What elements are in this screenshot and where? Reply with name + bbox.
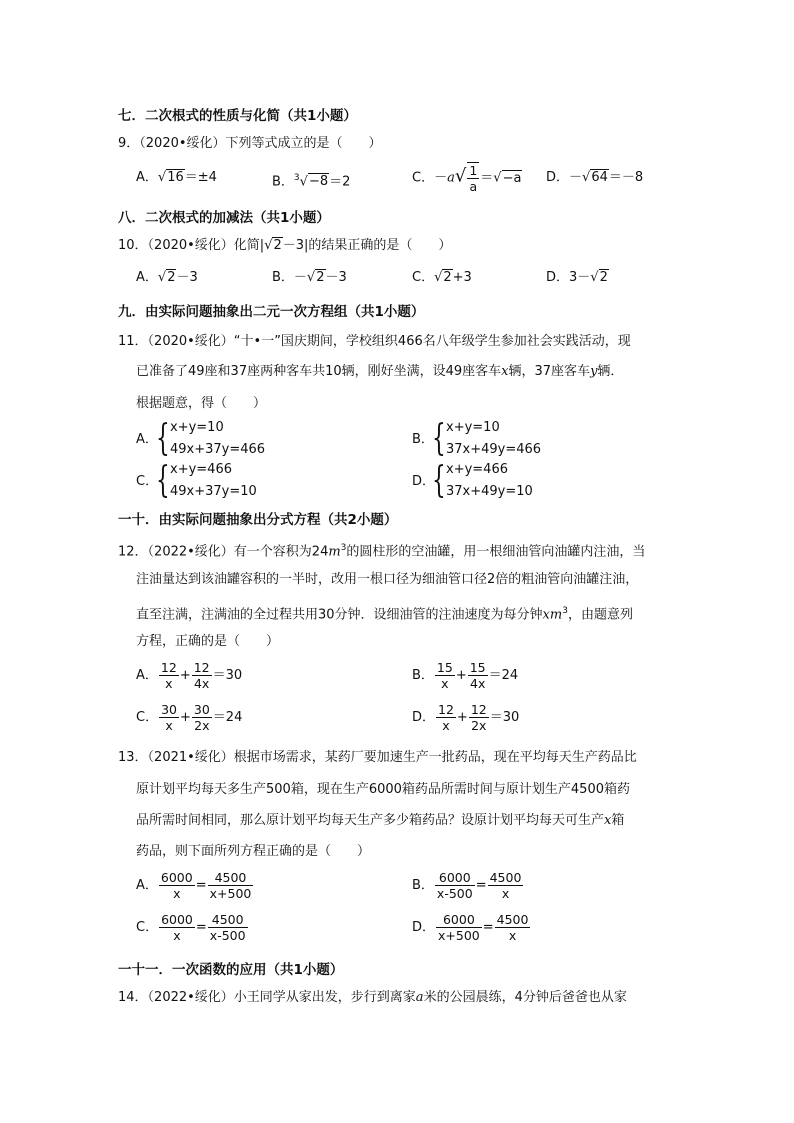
q13-option-d <box>412 912 531 943</box>
equals: = <box>475 878 487 893</box>
q9-option-a <box>136 168 217 188</box>
question-9-stem: 9．（2020•绥化）下列等式成立的是（ ） <box>118 136 382 151</box>
q9-option-c <box>412 162 522 194</box>
text: 12．（2022•绥化）有一个容积为24 <box>118 544 329 560</box>
numerator: 4500 <box>489 870 522 885</box>
option-label: A． <box>136 170 158 185</box>
var-a: a <box>415 990 424 1005</box>
option-rest: +3 <box>452 270 472 285</box>
fraction <box>192 702 212 733</box>
fraction <box>208 912 248 943</box>
var-a: a <box>447 170 455 186</box>
equation-2: 37x+49y=466 <box>446 442 542 457</box>
equals: = <box>482 920 494 935</box>
q11-option-c-system <box>156 462 296 506</box>
q10-option-c <box>412 268 472 288</box>
question-14-line1 <box>118 988 627 1008</box>
fraction <box>468 660 488 691</box>
var-y: y <box>590 364 598 379</box>
option-label: A． <box>136 270 158 285</box>
plus: + <box>179 710 191 725</box>
q10-option-d <box>546 268 609 288</box>
radicand: 16 <box>167 170 184 185</box>
option-rest: ＝±4 <box>184 170 217 185</box>
denominator: x <box>165 718 173 733</box>
text: 辆，37座客车 <box>508 364 591 379</box>
question-12-line4: 方程，正确的是（ ） <box>136 634 280 649</box>
sqrt-symbol: √ <box>454 165 467 187</box>
denominator: x <box>165 676 173 691</box>
q13-option-b <box>412 870 524 901</box>
q12-option-b <box>412 660 518 691</box>
section-heading-11: 一十一．一次函数的应用（共1小题） <box>118 962 344 978</box>
numerator: 30 <box>193 702 210 717</box>
q10-option-a <box>136 268 198 288</box>
numerator: 1 <box>469 163 478 178</box>
text: 箱 <box>611 813 625 828</box>
fraction <box>436 912 482 943</box>
section-heading-9: 九．由实际问题抽象出二元一次方程组（共1小题） <box>118 304 425 320</box>
option-label: B． <box>272 174 294 190</box>
question-13-line1: 13．（2021•绥化）根据市场需求，某药厂要加速生产一批药品，现在平均每天生产药品比 <box>118 750 637 765</box>
q11-option-b-system <box>432 420 572 464</box>
option-rest: －3 <box>325 270 347 285</box>
sqrt-symbol: √ <box>590 270 599 285</box>
numerator: 6000 <box>436 912 482 928</box>
equation-1: x+y=466 <box>446 462 508 477</box>
option-label: C． <box>136 920 159 935</box>
plus: + <box>456 710 468 725</box>
fraction <box>159 702 179 733</box>
denominator: x <box>173 886 181 901</box>
question-10-stem <box>118 236 451 256</box>
numerator: 4500 <box>496 912 529 927</box>
fraction <box>495 912 531 943</box>
denominator: 4x <box>193 676 210 691</box>
numerator: 12 <box>160 660 177 675</box>
q9-option-d <box>546 168 643 188</box>
denominator: x <box>441 676 449 691</box>
numerator: 12 <box>470 702 487 717</box>
equation-2: 49x+37y=466 <box>170 442 266 457</box>
question-11-line1: 11．（2020•绥化）“十•一”国庆期间，学校组织466名八年级学生参加社会实践活动，现 <box>118 334 631 349</box>
q11-option-a-label: A． <box>136 432 158 447</box>
brace: { <box>432 418 446 459</box>
question-11-line2 <box>136 362 623 382</box>
option-label: B．－ <box>272 270 307 285</box>
option-rest: ＝－8 <box>608 170 644 185</box>
numerator: 15 <box>436 660 453 675</box>
denominator: 2x <box>471 718 487 733</box>
radicand: 2 <box>443 270 452 285</box>
equation-1: x+y=10 <box>446 420 500 435</box>
brace: { <box>156 418 170 459</box>
fraction <box>435 660 455 691</box>
option-label: C． <box>412 270 435 285</box>
root-index: 3 <box>293 173 300 183</box>
numerator: 15 <box>469 660 486 675</box>
q12-option-d <box>412 702 519 733</box>
denominator: x <box>501 886 510 901</box>
option-label: D． <box>412 920 436 935</box>
fraction <box>469 702 489 733</box>
plus: + <box>455 668 467 683</box>
unit-m: m <box>328 544 341 560</box>
section-heading-10: 一十．由实际问题抽象出分式方程（共2小题） <box>118 512 398 528</box>
q13-option-a <box>136 870 254 901</box>
question-13-line2: 原计划平均每天多生产500箱，现在生产6000箱药品所需时间与原计划生产4500箱药 <box>136 782 630 797</box>
sqrt-symbol: √ <box>299 174 308 190</box>
q11-option-c-label: C． <box>136 474 159 489</box>
text: 米的公园晨练，4分钟后爸爸也从家 <box>423 990 627 1005</box>
denominator: 4x <box>470 676 486 691</box>
fraction <box>208 870 254 901</box>
option-rest: ＝24 <box>212 710 243 725</box>
option-label: A． <box>136 878 158 893</box>
plus: + <box>179 668 191 683</box>
q9-option-b <box>272 168 350 192</box>
section-heading-8: 八．二次根式的加减法（共1小题） <box>118 210 330 226</box>
sqrt-symbol: √ <box>582 170 591 185</box>
radicand: 2 <box>167 270 176 285</box>
question-12-line1 <box>118 538 645 562</box>
equals: ＝ <box>480 170 494 186</box>
sqrt-symbol: √ <box>157 270 167 285</box>
option-label: D．－ <box>546 170 583 185</box>
denominator: x <box>442 718 450 733</box>
sqrt-symbol: √ <box>493 170 502 186</box>
option-label: C． <box>136 710 159 725</box>
fraction <box>436 702 456 733</box>
var-x: x <box>501 364 509 379</box>
numerator: 4500 <box>208 912 248 928</box>
radicand: 64 <box>591 170 608 185</box>
numerator: 6000 <box>160 870 193 885</box>
question-12-line2: 注油量达到该油罐容积的一半时，改用一根口径为细油管口径2倍的粗油管向油罐注油， <box>136 572 639 587</box>
equals: = <box>195 878 207 893</box>
fraction <box>192 660 212 691</box>
denominator: x <box>508 928 517 943</box>
denominator: x <box>173 928 181 943</box>
stem-pre: 10．（2020•绥化）化简| <box>118 238 265 253</box>
sqrt-symbol: √ <box>264 238 273 253</box>
sqrt-symbol: √ <box>157 170 167 185</box>
radicand: 2 <box>273 238 282 253</box>
equals: = <box>195 920 207 935</box>
stem-post: －3|的结果正确的是（ ） <box>282 238 452 253</box>
text: 已准备了49座和37座两种客车共10辆，刚好坐满，设49座客车 <box>136 364 502 379</box>
q13-option-c <box>136 912 249 943</box>
fraction <box>159 912 195 943</box>
option-label: B． <box>412 668 434 683</box>
text: ，由题意列 <box>567 607 633 623</box>
q11-option-b-label: B． <box>412 432 434 447</box>
numerator: 6000 <box>161 912 193 927</box>
option-rest: ＝30 <box>489 710 520 725</box>
var-xm: xm <box>542 607 563 623</box>
fraction <box>435 870 475 901</box>
radicand: 2 <box>316 270 325 285</box>
option-label: A． <box>136 668 158 683</box>
q11-option-d-label: D． <box>412 474 436 489</box>
numerator: 6000 <box>435 870 475 886</box>
brace: { <box>156 460 170 501</box>
option-rest: ＝30 <box>212 668 243 683</box>
equation-1: x+y=466 <box>170 462 232 477</box>
denominator: 2x <box>194 718 210 733</box>
option-rest: ＝2 <box>329 174 351 190</box>
fraction <box>159 870 195 901</box>
q11-option-a-system <box>156 420 296 464</box>
fraction <box>467 162 479 194</box>
question-11-line3: 根据题意，得（ ） <box>136 396 267 411</box>
denominator: x-500 <box>436 886 473 901</box>
equation-2: 37x+49y=10 <box>446 484 533 499</box>
option-rest: －3 <box>176 270 198 285</box>
radicand: −8 <box>308 174 329 190</box>
option-label: D．3－ <box>546 270 591 285</box>
question-13-line4: 药品，则下面所列方程正确的是（ ） <box>136 844 371 859</box>
q12-option-c <box>136 702 242 733</box>
option-label: D． <box>412 710 436 725</box>
q11-option-d-system <box>432 462 572 506</box>
numerator: 12 <box>193 660 210 675</box>
section-heading-7: 七．二次根式的性质与化简（共1小题） <box>118 108 357 124</box>
superscript: 3 <box>562 606 568 616</box>
equation-2: 49x+37y=10 <box>170 484 257 499</box>
option-label: C．－ <box>412 170 448 186</box>
equation-1: x+y=10 <box>170 420 224 435</box>
sqrt-symbol: √ <box>306 270 316 285</box>
denominator: x+500 <box>438 928 480 943</box>
text: 品所需时间相同，那么原计划平均每天生产多少箱药品？设原计划平均每天可生产 <box>136 813 605 828</box>
text: 的圆柱形的空油罐，用一根细油管向油罐内注油，当 <box>346 544 646 560</box>
denominator: x+500 <box>209 886 252 901</box>
fraction <box>488 870 524 901</box>
numerator: 12 <box>438 702 454 717</box>
option-label: B． <box>412 878 434 893</box>
radicand: −a <box>502 170 522 186</box>
numerator: 4500 <box>208 870 254 886</box>
var-x: x <box>604 813 612 828</box>
fraction <box>159 660 179 691</box>
denominator: a <box>469 179 478 194</box>
text: 14．（2022•绥化）小王同学从家出发，步行到离家 <box>118 990 416 1005</box>
sqrt-symbol: √ <box>434 270 443 285</box>
numerator: 30 <box>161 702 177 717</box>
question-12-line3 <box>136 601 633 625</box>
brace: { <box>432 460 446 501</box>
denominator: x-500 <box>209 928 246 943</box>
question-13-line3 <box>136 811 624 831</box>
text: 直至注满，注满油的全过程共用30分钟．设细油管的注油速度为每分钟 <box>136 607 543 623</box>
superscript: 3 <box>340 543 347 553</box>
q12-option-a <box>136 660 242 691</box>
radicand: 2 <box>599 270 608 285</box>
option-rest: ＝24 <box>488 668 519 683</box>
text: 辆． <box>597 364 624 379</box>
q10-option-b <box>272 268 347 288</box>
